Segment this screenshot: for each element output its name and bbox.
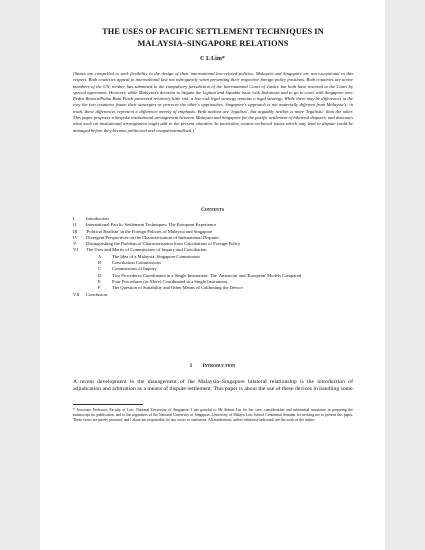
section-number: I — [189, 363, 192, 369]
toc-text: 'Political Realism' in the Foreign Policies of Malaysia and Singapore — [86, 228, 213, 234]
table-of-contents — [73, 216, 353, 298]
footnote-divider — [73, 404, 143, 405]
abstract: [States are compelled to seek flexibility in the design of their international law-related policies. Malaysia and Singapore are not exceptional in this respect. Both countries appeal to international law not infrequently when presenting their respective foreign policy positions. Both countries are active members of the UN, neither has submitted to the compulsory jurisdiction of the International Court of Justice but both have resorted to the Court by special agreement. However, while Malaysia's decision to litigate the Ligitan and Sipadan issue with Indonesia and to go to court with Singapore over Pedra Branca/Pulau Batu Puteh presented relatively little risk, a low-risk legal strategy remains a legal strategy. While there may be differences in the way the two countries frame their strategies or perceive the other's approaches, Singapore's approach is not materially different from Malaysia's; in truth, these differences represent a difference merely of emphasis. Both nations are 'legalists', but arguably neither is more 'legalistic' than the other. This paper proposes a bespoke institutional arrangement between Malaysia and Singapore for the pacific settlement of bilateral disputes, and discusses what such an institutional arrangement might add to the present situation. In particular, routine technical issues which may lead to dispute could be managed before they become politicised and compartmentalised.] — [73, 71, 353, 133]
toc-letter: E — [98, 278, 101, 284]
toc-text: Commissions of Inquiry — [112, 266, 157, 272]
toc-number: III — [73, 228, 78, 234]
toc-letter: C — [98, 266, 102, 272]
toc-text: The Uses and Merits of Commissions of Inquiry and Conciliation — [86, 247, 207, 253]
toc-number: II — [73, 222, 77, 228]
toc-text: Divergent Perspectives on the Characterisation of International Disputes — [86, 234, 219, 240]
toc-letter: D — [98, 272, 102, 278]
toc-number: VI — [73, 247, 78, 253]
toc-text: The Idea of a Malaysia–Singapore Commission — [112, 253, 200, 259]
toc-letter: F — [98, 285, 101, 291]
toc-text: The Question of Suitability and Other Means of Calibrating the Device — [112, 285, 243, 291]
paper-title — [73, 26, 353, 50]
toc-text: Introduction — [86, 216, 109, 221]
toc-number: V — [73, 241, 77, 247]
title-line-1: THE USES OF PACIFIC SETTLEMENT TECHNIQUES IN — [102, 27, 324, 36]
section-title: Introduction — [202, 363, 236, 369]
toc-text: Distinguishing the Problem of Characterisation from Calculations of Foreign Policy — [86, 241, 241, 247]
toc-number: VII — [73, 291, 80, 297]
title-line-2: MALAYSIA–SINGAPORE RELATIONS — [137, 39, 289, 48]
introduction-heading — [0, 363, 425, 369]
author-name: C L Lim* — [200, 56, 225, 62]
toc-number: I — [73, 216, 75, 221]
contents-heading: Contents — [201, 207, 224, 213]
toc-text: International Pacific Settlement Techniques: The European Experience — [86, 222, 217, 228]
toc-number: IV — [73, 234, 78, 240]
toc-text: Two Procedures Coordinated in a Single Instrument: The 'American' and 'European' Models Compared — [112, 272, 302, 278]
toc-letter: A — [98, 253, 102, 259]
toc-item — [73, 292, 353, 298]
toc-text: Four Procedures (or More) Coordinated in a Single Instrument — [112, 278, 228, 284]
toc-text: Conciliation Commissions — [112, 260, 161, 266]
footnote: * Associate Professor, Faculty of Law, National University of Singapore. I am grateful to Mr Simon Lin for her care, consideration and substantial assistance in preparing the manuscript for publication, and to the organisers of the National University of Singapore–University of Malaya Law School Centennial Seminar for inviting me to present this paper. These views are purely personal, and I alone am responsible for any errors or omissions. All translations, unless otherwise indicated, are the work of the author. — [73, 408, 353, 423]
toc-text: Conclusion — [86, 291, 107, 297]
body-paragraph: A recent development in the management of the Malaysia–Singapore bilateral relationship is the introduction of adjudication and arbitration as a means of dispute settlement. This paper is about the use of these devices in handling some — [73, 379, 353, 393]
toc-letter: B — [98, 260, 102, 266]
